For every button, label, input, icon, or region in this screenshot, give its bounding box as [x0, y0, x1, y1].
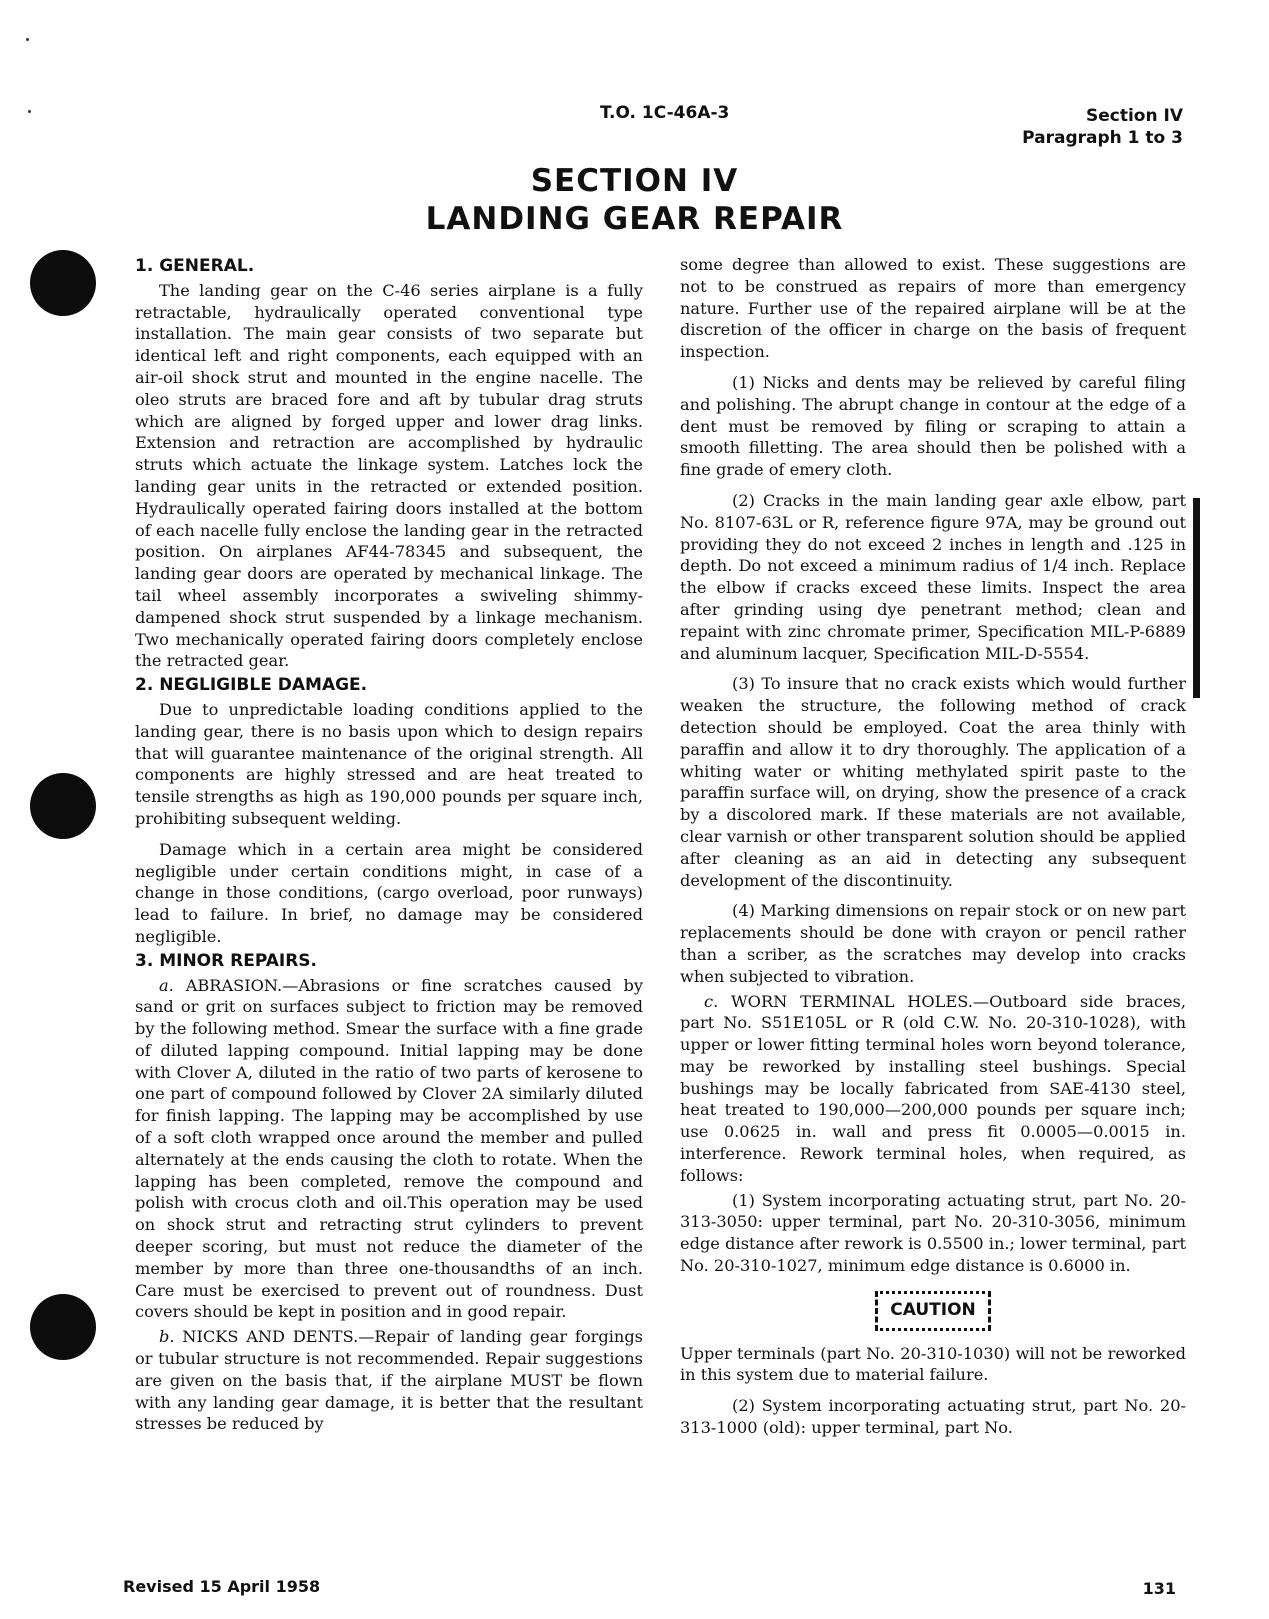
paragraph-range: Paragraph 1 to 3 [1022, 128, 1183, 148]
paragraph-nicks-dents-continued: some degree than allowed to exist. These suggestions are not to be construed as repairs of more than emergency nature. Further use of the repaired airplane will be at the discretion of the officer in charge on the basis of frequent inspection. [680, 255, 1186, 362]
paragraph-abrasion [135, 975, 643, 1324]
punch-hole [30, 250, 96, 316]
punch-hole [30, 773, 96, 839]
paragraph-nicks-4: (4) Marking dimensions on repair stock or on new part replacements should be done with crayon or pencil rather than a scriber, as the scratches may develop into cracks when subjected to vibration. [680, 901, 1186, 986]
paragraph-terminal-2: (2) System incorporating actuating strut, part No. 20-313-1000 (old): upper terminal, part No. [680, 1396, 1186, 1438]
technical-order-number: T.O. 1C-46A-3 [600, 103, 730, 123]
heading-minor-repairs: 3. MINOR REPAIRS. [135, 950, 318, 971]
subparagraph-label-a: a. [159, 975, 174, 995]
abrasion-text: ABRASION.—Abrasions or fine scratches caused by sand or grit on surfaces subject to friction may be removed by the following method. Smear the surface with a fine grade of diluted lapping compound. Initial lapping may be done with Clover A, diluted in the ratio of two parts of kerosene to one part of compound followed by Clover 2A similarly diluted for finish lapping. The lapping may be accomplished by use of a soft cloth wrapped once around the member and pulled alternately at the ends causing the cloth to rotate. When the lapping has been completed, remove the compound and polish with crocus cloth and oil.This operation may be used on shock strut and retracting strut cylinders to prevent deeper scoring, but must not reduce the diameter of the member by more than three one-thousandths of an inch. Care must be exercised to prevent out of roundness. Dust covers should be kept in position and in good repair. [135, 975, 643, 1322]
revision-change-bar [1193, 498, 1200, 698]
subparagraph-label-b: b. [159, 1327, 175, 1347]
paragraph-nicks-3: (3) To insure that no crack exists which would further weaken the structure, the following method of crack detection should be employed. Coat the area thinly with paraffin and allow it to dry thoroughly. The application of a whiting water or whiting methylated spirit paste to the paraffin surface will, on drying, show the presence of a crack by a discolored mark. If these materials are not available, clear varnish or other transparent solution should be applied after cleaning as an aid in detecting any subsequent development of the discontinuity. [680, 674, 1186, 890]
paragraph-negligible-2: Damage which in a certain area might be considered negligible under certain conditions might, in case of a change in those conditions, (cargo overload, poor runways) lead to failure. In brief, no damage may be considered negligible. [135, 839, 643, 946]
paragraph-nicks-2: (2) Cracks in the main landing gear axle elbow, part No. 8107-63L or R, reference figure 97A, may be ground out providing they do not exceed 2 inches in length and .125 in depth. Do not exceed a minimum radius of 1/4 inch. Replace the elbow if cracks exceed these limits. Inspect the area after grinding using dye penetrant method; clean and repaint with zinc chromate primer, Specification MIL-P-6889 and aluminum lacquer, Specification MIL-D-5554. [680, 490, 1186, 663]
caution-text: Upper terminals (part No. 20-310-1030) will not be reworked in this system due to material failure. [680, 1343, 1186, 1385]
paragraph-nicks-1: (1) Nicks and dents may be relieved by careful filing and polishing. The abrupt change in contour at the edge of a dent must be removed by filing or scraping to attain a smooth filletting. The area should then be polished with a fine grade of emery cloth. [680, 372, 1186, 480]
title-subject: LANDING GEAR REPAIR [425, 201, 844, 237]
page-title [0, 162, 1269, 238]
revision-date: Revised 15 April 1958 [123, 1577, 321, 1596]
paragraph-general: The landing gear on the C-46 series airplane is a fully retractable, hydraulically operated conventional type installation. The main gear consists of two separate but identical left and right components, each equipped with an air-oil shock strut and mounted in the engine nacelle. The oleo struts are braced fore and aft by tubular drag struts which are aligned by forged upper and lower drag links. Extension and retraction are accomplished by hydraulic struts which actuate the linkage system. Latches lock the landing gear units in the retracted or extended position. Hydraulically operated fairing doors installed at the bottom of each nacelle fully enclose the landing gear in the retracted position. On airplanes AF44-78345 and subsequent, the landing gear doors are operated by mechanical linkage. The tail wheel assembly incorporates a swiveling shimmy-dampened shock strut suspended by a linkage mechanism. Two mechanically operated fairing doors completely enclose the retracted gear. [135, 280, 643, 671]
caution-label: CAUTION [875, 1291, 991, 1331]
punch-hole [30, 1294, 96, 1360]
nicks-dents-text: NICKS AND DENTS.—Repair of landing gear forgings or tubular structure is not recommended. Repair suggestions are given on the basis that, if the airplane MUST be flown with any landing gear damage, it is better that the resultant stresses be reduced by [135, 1327, 643, 1434]
right-column [680, 254, 1186, 1448]
paragraph-negligible-1: Due to unpredictable loading conditions applied to the landing gear, there is no basis upon which to design repairs that will guarantee maintenance of the original strength. All components are highly stressed and are heat treated to tensile strengths as high as 190,000 pounds per square inch, prohibiting subsequent welding. [135, 699, 643, 828]
paragraph-worn-terminal-holes [680, 991, 1186, 1187]
left-column [135, 254, 643, 1438]
worn-terminal-holes-text: WORN TERMINAL HOLES.—Outboard side braces, part No. S51E105L or R (old C.W. No. 20-310-1028), with upper or lower fitting terminal holes worn beyond tolerance, may be reworked by installing steel bushings. Special bushings may be locally fabricated from SAE-4130 steel, heat treated to 190,000—200,000 pounds per square inch; use 0.0625 in. wall and press fit 0.0005—0.0015 in. interference. Rework terminal holes, when required, as follows: [680, 991, 1186, 1185]
title-section: SECTION IV [530, 163, 739, 199]
paragraph-terminal-1: (1) System incorporating actuating strut, part No. 20-313-3050: upper terminal, part No. 20-310-3056, minimum edge distance after rework is 0.5500 in.; lower terminal, part No. 20-310-1027, minimum edge distance is 0.6000 in. [680, 1190, 1186, 1276]
page-number: 131 [1142, 1579, 1176, 1598]
section-reference [1022, 105, 1183, 149]
heading-general: 1. GENERAL. [135, 256, 255, 276]
paragraph-nicks-dents [135, 1326, 643, 1435]
heading-negligible-damage: 2. NEGLIGIBLE DAMAGE. [135, 675, 368, 696]
scan-mark [26, 38, 29, 41]
subparagraph-label-c: c. [704, 991, 719, 1011]
scan-mark [28, 110, 31, 113]
caution-box [680, 1291, 1186, 1331]
section-label: Section IV [1086, 106, 1183, 126]
